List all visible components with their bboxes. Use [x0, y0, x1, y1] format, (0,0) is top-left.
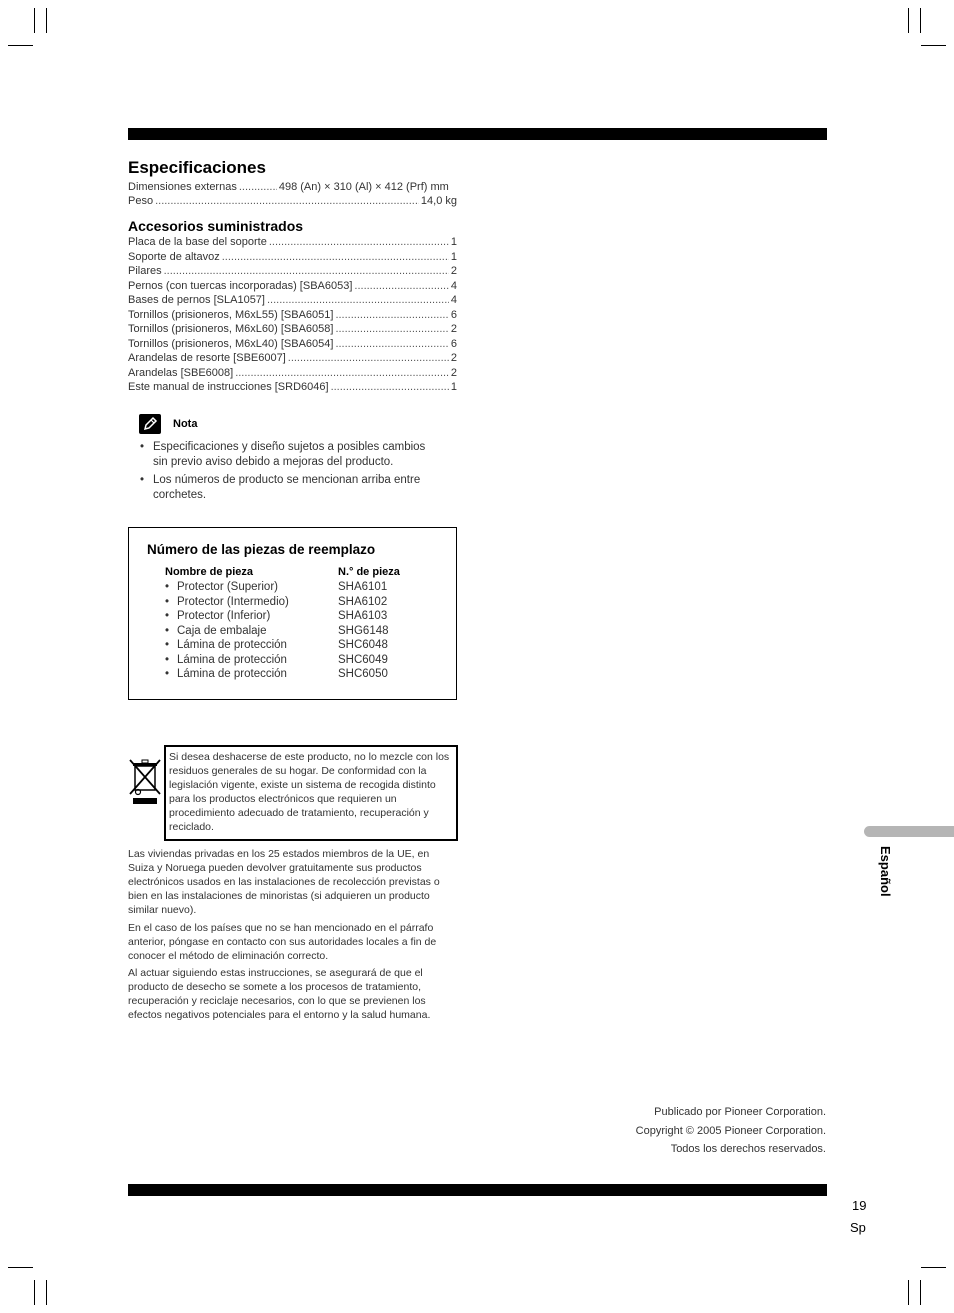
part-number: SHC6048	[338, 639, 388, 651]
accessory-label: Tornillos (prisioneros, M6xL60) [SBA6058]	[128, 323, 334, 335]
pencil-icon	[139, 414, 161, 434]
spec-label: Peso	[128, 195, 154, 207]
accessory-qty: 6	[450, 308, 457, 321]
accessory-row	[128, 279, 457, 293]
part-row	[165, 638, 435, 653]
part-row	[165, 624, 435, 639]
accessory-qty: 2	[450, 265, 457, 277]
spec-value: 14,0 kg	[420, 195, 457, 207]
note-label: Nota	[173, 418, 198, 430]
bullet-dot: •	[165, 653, 170, 666]
accessory-label: Placa de la base del soporte	[128, 236, 267, 248]
crop-mark	[8, 1267, 33, 1268]
accessory-qty: 4	[450, 279, 457, 292]
note-pencil-icon	[139, 414, 161, 434]
dot-leader	[335, 308, 448, 322]
replacement-parts-title: Número de las piezas de reemplazo	[147, 542, 376, 557]
part-name: Lámina de protección	[177, 668, 287, 680]
footer-bar	[128, 1184, 827, 1196]
accessory-label: Tornillos (prisioneros, M6xL55) [SBA6051]	[128, 308, 334, 321]
spec-value: 498 (An) × 310 (Al) × 412 (Prf) mm	[278, 181, 449, 193]
note-bullet	[140, 473, 450, 502]
dot-leader	[235, 366, 449, 380]
crop-mark	[34, 8, 35, 33]
crop-mark	[34, 1280, 35, 1305]
rights-line: Todos los derechos reservados.	[670, 1143, 826, 1155]
crop-mark	[920, 8, 921, 33]
dot-leader	[222, 250, 449, 264]
accessory-qty: 1	[450, 381, 457, 393]
page-number: 19	[852, 1198, 867, 1213]
accessory-row	[128, 351, 457, 365]
part-number: SHG6148	[338, 624, 389, 637]
accessory-row	[128, 366, 457, 380]
disposal-paragraph: Al actuar siguiendo estas instrucciones, se asegurará de que el producto de desecho se somete a los procesos de tratamiento, recuperación y reciclaje necesarios, con lo que se previenen los efectos negativos potenciales para el entorno y la salud humana.	[128, 967, 431, 1021]
part-number: SHC6050	[338, 668, 388, 680]
accessory-qty: 1	[450, 236, 457, 248]
crop-mark	[921, 45, 946, 46]
header-bar	[128, 128, 827, 140]
bullet-dot: •	[165, 610, 170, 622]
crop-mark	[908, 8, 909, 33]
accessory-row	[128, 264, 457, 278]
bullet-dot: •	[140, 474, 145, 486]
bullet-dot: •	[165, 668, 170, 680]
note-bullet	[140, 440, 450, 469]
bullet-dot: •	[140, 441, 145, 453]
note-bullet-text: Especificaciones y diseño sujetos a posibles cambios sin previo aviso debido a mejoras del producto.	[153, 441, 426, 468]
language-tab-label: Español	[878, 846, 893, 897]
disposal-paragraph: Las viviendas privadas en los 25 estados miembros de la UE, en Suiza y Noruega pueden devolver gratuitamente sus productos electrónicos usados en las instalaciones de recolección previstas o bien en las instalaciones de minoristas (si adquieren un producto similar nuevo).	[128, 848, 440, 916]
part-name: Caja de embalaje	[177, 624, 267, 637]
accessory-qty: 6	[450, 337, 457, 350]
disposal-notice-text: Si desea deshacerse de este producto, no lo mezcle con los residuos generales de su hogar. De conformidad con la legislación vigente, existe un sistema de recogida distinto para los productos electrónicos que requieren un procedimiento adecuado de tratamiento, recuperación y reciclado.	[169, 751, 450, 833]
bullet-dot: •	[165, 639, 170, 651]
crop-mark	[921, 1267, 946, 1268]
part-number-header: N.° de pieza	[338, 566, 400, 578]
part-name: Lámina de protección	[177, 653, 287, 666]
dot-leader	[155, 194, 419, 208]
accessory-label: Soporte de altavoz	[128, 250, 220, 263]
part-row	[165, 580, 435, 595]
dot-leader	[331, 380, 449, 394]
bullet-dot: •	[165, 595, 170, 608]
accessory-label: Tornillos (prisioneros, M6xL40) [SBA6054]	[128, 337, 334, 350]
accessory-qty: 4	[450, 294, 457, 306]
accessory-label: Bases de pernos [SLA1057]	[128, 294, 265, 306]
dot-leader	[335, 322, 448, 336]
part-number: SHA6101	[338, 581, 388, 593]
part-number: SHC6049	[338, 653, 388, 666]
accessory-label: Pilares	[128, 265, 162, 277]
accessory-row	[128, 337, 457, 351]
spec-row	[128, 180, 457, 194]
accessory-row	[128, 380, 457, 394]
part-row	[165, 667, 435, 682]
spec-row	[128, 194, 457, 208]
dot-leader	[269, 235, 449, 249]
accessory-label: Arandelas de resorte [SBE6007]	[128, 352, 286, 364]
crop-mark	[920, 1280, 921, 1305]
part-row	[165, 595, 435, 610]
dot-leader	[354, 279, 448, 293]
crossed-out-wheelie-bin-icon	[128, 758, 162, 806]
dot-leader	[267, 293, 449, 307]
accessory-qty: 1	[450, 250, 457, 263]
dot-leader	[239, 180, 277, 194]
dot-leader	[335, 337, 448, 351]
accessories-heading: Accesorios suministrados	[128, 218, 304, 234]
accessory-label: Pernos (con tuercas incorporadas) [SBA6053]	[128, 279, 353, 292]
copyright-line: Copyright © 2005 Pioneer Corporation.	[635, 1125, 826, 1137]
page-language-code: Sp	[850, 1220, 866, 1235]
part-number: SHA6103	[338, 610, 388, 622]
part-name: Protector (Inferior)	[177, 610, 271, 622]
accessory-qty: 2	[450, 323, 457, 335]
bullet-dot: •	[165, 581, 170, 593]
accessory-row	[128, 293, 457, 307]
accessory-row	[128, 250, 457, 264]
crop-mark	[908, 1280, 909, 1305]
bullet-dot: •	[165, 624, 170, 637]
spec-label: Dimensiones externas	[128, 181, 237, 193]
accessory-qty: 2	[450, 352, 457, 364]
dot-leader	[288, 351, 449, 365]
note-bullet-text: Los números de producto se mencionan arriba entre corchetes.	[153, 474, 421, 501]
dot-leader	[164, 264, 449, 278]
accessory-qty: 2	[450, 366, 457, 379]
crop-mark	[8, 45, 33, 46]
accessory-row	[128, 322, 457, 336]
specs-heading: Especificaciones	[128, 158, 266, 177]
language-tab-bar	[864, 826, 954, 837]
accessory-label: Este manual de instrucciones [SRD6046]	[128, 381, 329, 393]
part-name: Lámina de protección	[177, 639, 287, 651]
part-name-header: Nombre de pieza	[165, 566, 254, 578]
accessory-row	[128, 308, 457, 322]
part-row	[165, 609, 435, 624]
crop-mark	[46, 8, 47, 33]
accessory-row	[128, 235, 457, 249]
part-number: SHA6102	[338, 595, 388, 608]
publisher-line: Publicado por Pioneer Corporation.	[654, 1106, 826, 1118]
part-row	[165, 653, 435, 668]
crop-mark	[46, 1280, 47, 1305]
part-name: Protector (Superior)	[177, 581, 278, 593]
accessory-label: Arandelas [SBE6008]	[128, 366, 234, 379]
disposal-paragraph: En el caso de los países que no se han mencionado en el párrafo anterior, póngase en contacto con sus autoridades locales a fin de conocer el método de eliminación correcto.	[128, 922, 437, 962]
part-name: Protector (Intermedio)	[177, 595, 289, 608]
